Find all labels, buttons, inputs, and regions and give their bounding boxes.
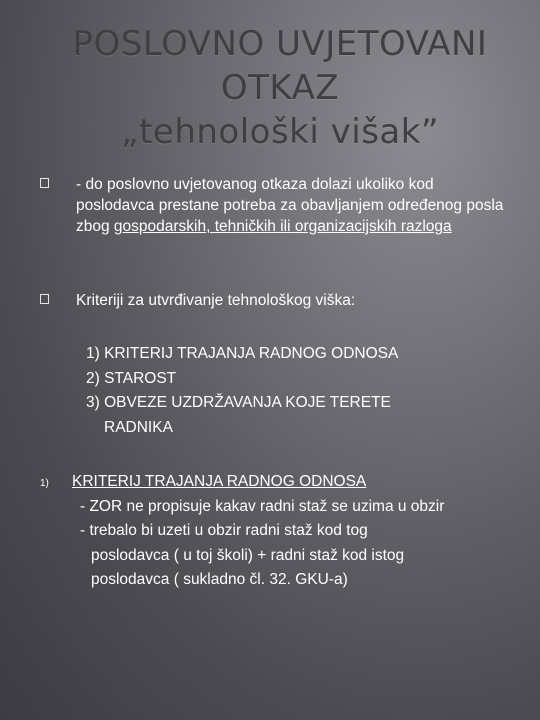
criteria-item-1: 1) KRITERIJ TRAJANJA RADNOG ODNOSA <box>86 345 399 362</box>
bullet-text-underlined: gospodarskih, tehničkih ili organizacijskih razloga <box>113 218 452 235</box>
numbered-heading: KRITERIJ TRAJANJA RADNOG ODNOSA <box>72 473 367 490</box>
criteria-item-2: 2) STAROST <box>86 369 177 387</box>
title-line-2: OTKAZ <box>220 68 340 108</box>
numbered-line-4: poslodavca ( sukladno čl. 32. GKU-a) <box>91 571 348 588</box>
bullet-item-1 <box>40 174 510 237</box>
criteria-item-3: 3) OBVEZE UZDRŽAVANJA KOJE TERETE <box>86 394 391 411</box>
numbered-line-2: - trebalo bi uzeti u obzir radni staž kod tog <box>80 522 368 539</box>
numbered-item-1 <box>40 470 520 593</box>
numbered-line-1: - ZOR ne propisuje kakav radni staž se uzima u obzir <box>80 497 445 515</box>
square-bullet-icon <box>40 178 49 188</box>
bullet-text-2: Kriteriji za utvrđivanje tehnološkog viška: <box>76 292 356 309</box>
numbered-line-3: poslodavca ( u toj školi) + radni staž kod istog <box>91 546 405 564</box>
numbered-content <box>72 470 520 593</box>
title-line-1: POSLOVNO UVJETOVANI <box>72 24 488 64</box>
bullet-text-1 <box>76 174 510 237</box>
bullet-item-2 <box>40 290 510 311</box>
criteria-item-3-continued: RADNIKA <box>104 418 173 436</box>
numbered-marker: 1) <box>40 478 49 489</box>
slide-title <box>40 22 520 154</box>
title-line-3: „tehnološki višak” <box>120 112 440 152</box>
criteria-list <box>86 342 486 440</box>
bullet-text-plain: - do poslovno uvjetovanog otkaza dolazi ukoliko kod poslodavca prestane potreba za obavljanjem određenog posla zbog <box>76 176 504 235</box>
square-bullet-icon <box>40 294 49 304</box>
